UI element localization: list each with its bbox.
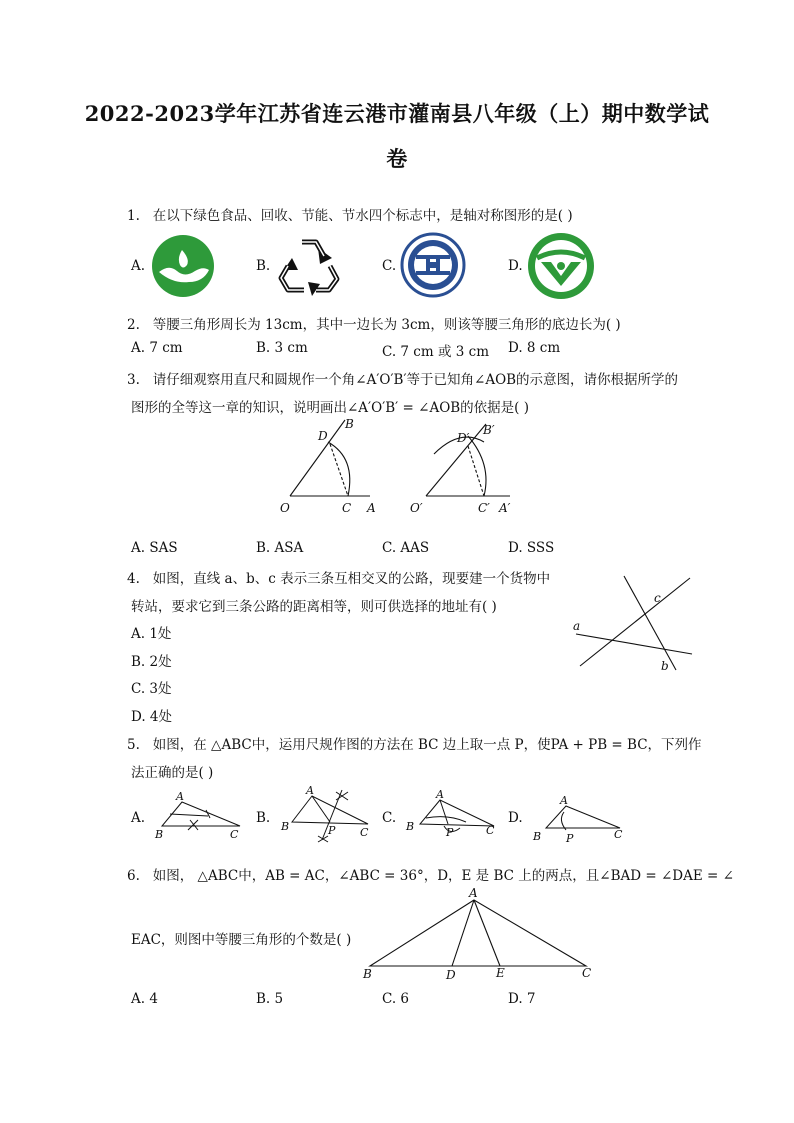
label-d: D <box>446 968 456 982</box>
option-c: C. 3处 <box>131 681 172 697</box>
label-c: C <box>614 828 623 841</box>
question-text: 如图，直线 a、b、c 表示三条互相交叉的公路，现要建一个货物中 <box>152 571 551 587</box>
question-5 <box>127 733 702 753</box>
label-b: B <box>406 820 415 833</box>
option-a: A. 1处 <box>131 626 172 642</box>
option-c-label: C. <box>382 258 397 274</box>
option-c: C. 7 cm 或 3 cm <box>382 344 489 360</box>
water-saving-logo-icon <box>527 232 595 300</box>
question-number: 1. <box>127 208 140 224</box>
label-a: a <box>573 619 581 633</box>
option-b: B. ASA <box>256 540 304 556</box>
recycle-logo-icon <box>276 234 342 296</box>
question-4 <box>127 567 550 587</box>
label-d: D <box>318 429 328 443</box>
label-b-prime: B′ <box>483 423 495 437</box>
question-number: 2. <box>127 317 140 333</box>
label-c: C <box>582 966 592 980</box>
label-c: C <box>486 824 495 837</box>
question-3 <box>127 368 678 388</box>
label-a: A <box>367 501 376 515</box>
question-text: 如图， △ABC中，AB = AC，∠ABC = 36°，D，E 是 BC 上的两点，且∠BAD = ∠DAE = ∠ <box>152 868 734 884</box>
label-e: E <box>496 966 505 980</box>
option-a: A. 7 cm <box>131 340 183 356</box>
label-b: b <box>661 659 669 673</box>
option-c-figure <box>404 786 504 844</box>
question-number: 5. <box>127 737 140 753</box>
option-a: A. SAS <box>131 540 178 556</box>
label-p: P <box>566 832 574 844</box>
label-a: A <box>436 788 444 801</box>
option-b: B. 5 <box>256 991 284 1007</box>
question-number: 6. <box>127 868 140 884</box>
label-a: A <box>306 784 314 797</box>
question-2 <box>127 313 621 333</box>
option-a: A. 4 <box>131 991 158 1007</box>
label-p: P <box>328 824 336 837</box>
label-c-prime: C′ <box>478 501 490 515</box>
label-o-prime: O′ <box>410 501 423 515</box>
option-b: B. 3 cm <box>256 340 308 356</box>
label-b: B <box>155 828 164 841</box>
question-5-cont: 法正确的是( ) <box>131 765 214 781</box>
page-title-cont: 卷 <box>386 146 408 171</box>
label-p: P <box>446 826 454 839</box>
label-o: O <box>280 501 290 515</box>
label-a: A <box>560 794 568 807</box>
label-a: A <box>176 790 184 803</box>
label-c: c <box>654 591 661 605</box>
option-b-label: B. <box>256 810 271 826</box>
question-text: 等腰三角形周长为 13cm，其中一边长为 3cm，则该等腰三角形的底边长为( ) <box>152 317 621 333</box>
label-b: B <box>281 820 290 833</box>
option-d: D. 8 cm <box>508 340 561 356</box>
option-b: B. 2处 <box>131 654 172 670</box>
question-4-cont: 转站，要求它到三条公路的距离相等，则可供选择的地址有( ) <box>131 599 497 615</box>
label-b: B <box>345 417 354 431</box>
label-c: C <box>230 828 239 841</box>
question-text: 请仔细观察用直尺和圆规作一个角∠A′O′B′等于已知角∠AOB的示意图，请你根据所学的 <box>152 372 679 388</box>
option-a-label: A. <box>131 258 146 274</box>
option-d: D. SSS <box>508 540 555 556</box>
label-c: C <box>360 826 369 839</box>
label-b: B <box>363 967 372 981</box>
question-text: 在以下绿色食品、回收、节能、节水四个标志中，是轴对称图形的是( ) <box>152 208 573 224</box>
question-text: 如图，在 △ABC中，运用尺规作图的方法在 BC 边上取一点 P，使PA + PB = BC，下列作 <box>152 737 702 753</box>
energy-saving-logo-icon <box>400 232 466 298</box>
option-c: C. 6 <box>382 991 410 1007</box>
option-b-label: B. <box>256 258 271 274</box>
label-a: A <box>469 886 478 900</box>
question-6-cont: EAC，则图中等腰三角形的个数是( ) <box>131 932 352 948</box>
label-d-prime: D′ <box>457 431 470 445</box>
option-d: D. 4处 <box>131 709 173 725</box>
question-1 <box>127 204 573 224</box>
page-title: 2022-2023学年江苏省连云港市灌南县八年级（上）期中数学试 <box>84 101 710 126</box>
option-b-figure <box>278 782 378 844</box>
question-number: 3. <box>127 372 140 388</box>
option-d-label: D. <box>508 810 523 826</box>
option-d: D. 7 <box>508 991 536 1007</box>
label-a-prime: A′ <box>499 501 511 515</box>
option-a-figure <box>150 788 250 842</box>
green-food-logo-icon <box>151 234 215 298</box>
label-b: B <box>533 830 542 843</box>
question-6 <box>127 864 734 884</box>
question-3-cont: 图形的全等这一章的知识，说明画出∠A′O′B′ = ∠AOB的依据是( ) <box>131 400 530 416</box>
isosceles-triangle-figure <box>358 884 608 984</box>
option-c: C. AAS <box>382 540 430 556</box>
option-d-label: D. <box>508 258 523 274</box>
question-number: 4. <box>127 571 140 587</box>
option-a-label: A. <box>131 810 146 826</box>
label-c: C <box>342 501 352 515</box>
option-d-figure <box>530 790 630 844</box>
three-roads-figure <box>560 570 700 676</box>
angle-construction-figure <box>270 414 530 520</box>
option-c-label: C. <box>382 810 397 826</box>
